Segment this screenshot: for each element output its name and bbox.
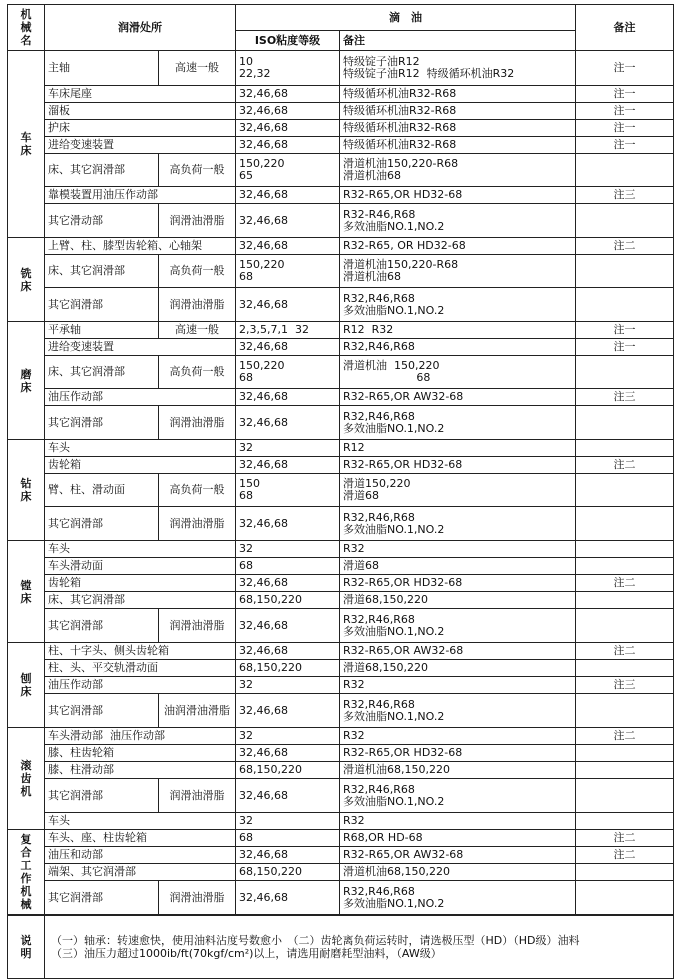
location-part: 靠模装置用油压作动部 xyxy=(45,187,236,204)
iso-grade: 150,220 68 xyxy=(236,255,340,288)
machine-name-cell xyxy=(8,541,45,643)
table-row xyxy=(8,51,674,86)
note-cell xyxy=(576,779,674,813)
note-cell: 注二 xyxy=(576,847,674,864)
iso-grade: 32,46,68 xyxy=(236,694,340,728)
oil-remark: R32,R46,R68 多效油脂NO.1,NO.2 xyxy=(340,507,576,541)
note-cell xyxy=(576,881,674,915)
note-cell: 注二 xyxy=(576,643,674,660)
iso-grade: 32,46,68 xyxy=(236,457,340,474)
iso-grade: 150,220 65 xyxy=(236,154,340,187)
note-cell: 注二 xyxy=(576,457,674,474)
table-row xyxy=(8,728,674,745)
location-condition: 润滑油滑脂 xyxy=(159,609,236,643)
oil-remark: 特级循环机油R32-R68 xyxy=(340,103,576,120)
location-part: 上臂、柱、膝型齿轮箱、心轴架 xyxy=(45,238,236,255)
iso-grade: 32,46,68 xyxy=(236,204,340,238)
note-cell: 注一 xyxy=(576,137,674,154)
note-cell xyxy=(576,558,674,575)
location-part: 臂、柱、滑动面 xyxy=(45,474,159,507)
oil-remark: R32-R65,OR HD32-68 xyxy=(340,187,576,204)
iso-grade: 68,150,220 xyxy=(236,592,340,609)
iso-grade: 150,220 68 xyxy=(236,356,340,389)
location-part: 车头 xyxy=(45,541,236,558)
oil-remark: R32-R65,OR AW32-68 xyxy=(340,389,576,406)
iso-grade: 32,46,68 xyxy=(236,288,340,322)
location-part: 平承轴 xyxy=(45,322,159,339)
note-cell: 注一 xyxy=(576,339,674,356)
header-machine xyxy=(8,5,45,51)
location-part: 床、其它润滑部 xyxy=(45,592,236,609)
oil-remark: 特级锭子油R12 特级锭子油R12 特级循环机油R32 xyxy=(340,51,576,86)
iso-grade: 32,46,68 xyxy=(236,881,340,915)
machine-name: 刨床 xyxy=(20,672,32,698)
oil-remark: 滑道机油68,150,220 xyxy=(340,864,576,881)
table-row xyxy=(8,813,674,830)
machine-name-cell xyxy=(8,440,45,541)
iso-grade: 32,46,68 xyxy=(236,86,340,103)
table-row xyxy=(8,864,674,881)
table-row xyxy=(8,643,674,660)
note-cell: 注三 xyxy=(576,187,674,204)
table-row xyxy=(8,187,674,204)
table-row xyxy=(8,507,674,541)
oil-remark: R68,OR HD-68 xyxy=(340,830,576,847)
location-part: 车头滑动面 xyxy=(45,558,236,575)
table-row xyxy=(8,322,674,339)
location-condition: 高速一般 xyxy=(159,322,236,339)
machine-name: 复合工作机械 xyxy=(20,833,32,911)
note-cell xyxy=(576,592,674,609)
location-condition: 润滑油滑脂 xyxy=(159,288,236,322)
note-cell xyxy=(576,864,674,881)
machine-name-cell xyxy=(8,728,45,830)
iso-grade: 32,46,68 xyxy=(236,137,340,154)
iso-grade: 32,46,68 xyxy=(236,406,340,440)
oil-remark: R32-R65,OR HD32-68 xyxy=(340,457,576,474)
header-remark: 备注 xyxy=(340,31,576,51)
note-cell xyxy=(576,474,674,507)
table-row xyxy=(8,558,674,575)
iso-grade: 68,150,220 xyxy=(236,864,340,881)
machine-name: 滚齿机 xyxy=(20,759,32,798)
location-part: 膝、柱齿轮箱 xyxy=(45,745,236,762)
note-cell: 注二 xyxy=(576,728,674,745)
table-row xyxy=(8,592,674,609)
table-row xyxy=(8,575,674,592)
table-row xyxy=(8,86,674,103)
header-oil: 滴 油 xyxy=(236,5,576,31)
location-condition: 高速一般 xyxy=(159,51,236,86)
oil-remark: R32-R65, OR HD32-68 xyxy=(340,238,576,255)
location-part: 油压作动部 xyxy=(45,677,236,694)
table-row xyxy=(8,440,674,457)
location-part: 齿轮箱 xyxy=(45,457,236,474)
location-condition: 油润滑油滑脂 xyxy=(159,694,236,728)
oil-remark: 滑道68,150,220 xyxy=(340,660,576,677)
location-condition: 高负荷一般 xyxy=(159,356,236,389)
table-row xyxy=(8,745,674,762)
oil-remark: 滑道68 xyxy=(340,558,576,575)
location-part: 端架、其它润滑部 xyxy=(45,864,236,881)
iso-grade: 32,46,68 xyxy=(236,389,340,406)
location-condition: 润滑油滑脂 xyxy=(159,779,236,813)
oil-remark: R32-R65,OR HD32-68 xyxy=(340,745,576,762)
oil-remark: R32 xyxy=(340,677,576,694)
oil-remark: R12 xyxy=(340,440,576,457)
table-row xyxy=(8,660,674,677)
table-row xyxy=(8,103,674,120)
table-row xyxy=(8,154,674,187)
location-condition: 高负荷一般 xyxy=(159,154,236,187)
location-part: 其它润滑部 xyxy=(45,779,159,813)
table-body xyxy=(8,51,674,915)
oil-remark: R32,R46,R68 xyxy=(340,339,576,356)
oil-remark: 特级循环机油R32-R68 xyxy=(340,137,576,154)
location-part: 进给变速装置 xyxy=(45,339,236,356)
table-row xyxy=(8,881,674,915)
table-row xyxy=(8,457,674,474)
note-cell xyxy=(576,204,674,238)
oil-remark: R32 xyxy=(340,728,576,745)
location-condition: 润滑油滑脂 xyxy=(159,406,236,440)
machine-name-cell xyxy=(8,830,45,915)
lubrication-table xyxy=(7,4,674,915)
note-cell: 注二 xyxy=(576,830,674,847)
oil-remark: 滑道68,150,220 xyxy=(340,592,576,609)
machine-name: 车床 xyxy=(20,131,32,157)
oil-remark: 滑道机油 150,220 68 xyxy=(340,356,576,389)
table-row xyxy=(8,694,674,728)
table-row xyxy=(8,137,674,154)
iso-grade: 68,150,220 xyxy=(236,762,340,779)
note-cell xyxy=(576,288,674,322)
location-part: 床、其它润滑部 xyxy=(45,356,159,389)
oil-remark: R32 xyxy=(340,813,576,830)
machine-name-cell xyxy=(8,238,45,322)
oil-remark: R32-R65,OR AW32-68 xyxy=(340,643,576,660)
note-cell xyxy=(576,762,674,779)
table-row xyxy=(8,847,674,864)
note-cell: 注一 xyxy=(576,322,674,339)
iso-grade: 150 68 xyxy=(236,474,340,507)
table-row xyxy=(8,356,674,389)
table-row xyxy=(8,677,674,694)
iso-grade: 68,150,220 xyxy=(236,660,340,677)
header-note: 备注 xyxy=(576,5,674,51)
oil-remark: R12 R32 xyxy=(340,322,576,339)
location-part: 其它润滑部 xyxy=(45,609,159,643)
iso-grade: 32 xyxy=(236,813,340,830)
note-cell xyxy=(576,507,674,541)
note-cell: 注一 xyxy=(576,51,674,86)
location-part: 油压和动部 xyxy=(45,847,236,864)
iso-grade: 32 xyxy=(236,440,340,457)
location-condition: 高负荷一般 xyxy=(159,474,236,507)
location-part: 柱、十字头、侧头齿轮箱 xyxy=(45,643,236,660)
iso-grade: 32,46,68 xyxy=(236,847,340,864)
iso-grade: 32,46,68 xyxy=(236,120,340,137)
iso-grade: 32,46,68 xyxy=(236,643,340,660)
location-part: 车头滑动部 油压作动部 xyxy=(45,728,236,745)
note-cell xyxy=(576,255,674,288)
location-part: 其它润滑部 xyxy=(45,406,159,440)
machine-name-cell xyxy=(8,322,45,440)
iso-grade: 32 xyxy=(236,728,340,745)
location-condition: 润滑油滑脂 xyxy=(159,507,236,541)
location-part: 膝、柱滑动部 xyxy=(45,762,236,779)
note-cell: 注一 xyxy=(576,86,674,103)
table-row xyxy=(8,339,674,356)
footer-text xyxy=(45,916,674,979)
location-part: 车头、座、柱齿轮箱 xyxy=(45,830,236,847)
machine-name-cell xyxy=(8,51,45,238)
location-part: 其它润滑部 xyxy=(45,507,159,541)
iso-grade: 10 22,32 xyxy=(236,51,340,86)
oil-remark: 滑道机油150,220-R68 滑道机油68 xyxy=(340,255,576,288)
oil-remark: R32,R46,R68 多效油脂NO.1,NO.2 xyxy=(340,288,576,322)
iso-grade: 68 xyxy=(236,558,340,575)
table-row xyxy=(8,204,674,238)
footer-label: 说明 xyxy=(20,934,32,960)
oil-remark: 滑道150,220 滑道68 xyxy=(340,474,576,507)
location-part: 车头 xyxy=(45,813,236,830)
lubrication-sheet xyxy=(7,4,673,979)
footer-line-2: （三）油压力超过1000ib/ft(70kgf/cm²)以上，请选用耐磨耗型油料，（AW级） xyxy=(51,947,442,960)
location-part: 车头 xyxy=(45,440,236,457)
iso-grade: 32,46,68 xyxy=(236,779,340,813)
machine-name: 钻床 xyxy=(20,477,32,503)
table-row xyxy=(8,474,674,507)
machine-name-cell xyxy=(8,643,45,728)
location-part: 油压作动部 xyxy=(45,389,236,406)
location-part: 床、其它润滑部 xyxy=(45,255,159,288)
note-cell xyxy=(576,813,674,830)
iso-grade: 32,46,68 xyxy=(236,745,340,762)
machine-name: 磨床 xyxy=(20,367,32,394)
iso-grade: 32,46,68 xyxy=(236,575,340,592)
table-row xyxy=(8,406,674,440)
location-part: 柱、头、平交轨滑动面 xyxy=(45,660,236,677)
oil-remark: 滑道机油150,220-R68 滑道机油68 xyxy=(340,154,576,187)
oil-remark: R32,R46,R68 多效油脂NO.1,NO.2 xyxy=(340,694,576,728)
oil-remark: 特级循环机油R32-R68 xyxy=(340,86,576,103)
location-part: 溜板 xyxy=(45,103,236,120)
iso-grade: 32,46,68 xyxy=(236,609,340,643)
table-row xyxy=(8,288,674,322)
oil-remark: R32 xyxy=(340,541,576,558)
machine-name: 铣床 xyxy=(20,266,32,293)
note-cell xyxy=(576,660,674,677)
iso-grade: 32 xyxy=(236,541,340,558)
location-condition: 高负荷一般 xyxy=(159,255,236,288)
note-cell: 注三 xyxy=(576,677,674,694)
header-iso: ISO粘度等级 xyxy=(236,31,340,51)
oil-remark: R32-R46,R68 多效油脂NO.1,NO.2 xyxy=(340,204,576,238)
iso-grade: 32,46,68 xyxy=(236,187,340,204)
oil-remark: 滑道机油68,150,220 xyxy=(340,762,576,779)
oil-remark: R32,R46,R68 多效油脂NO.1,NO.2 xyxy=(340,406,576,440)
table-row xyxy=(8,389,674,406)
header-location: 润滑处所 xyxy=(45,5,236,51)
iso-grade: 32 xyxy=(236,677,340,694)
table-row xyxy=(8,762,674,779)
note-cell: 注三 xyxy=(576,389,674,406)
footer-line-1: （一）轴承：转速愈快，使用油料沾度号数愈小 （二）齿轮离负荷运转时，请选极压型（HD）（HD级）油料 xyxy=(51,934,580,947)
oil-remark: R32-R65,OR HD32-68 xyxy=(340,575,576,592)
iso-grade: 32,46,68 xyxy=(236,507,340,541)
oil-remark: R32,R46,R68 多效油脂NO.1,NO.2 xyxy=(340,881,576,915)
header-machine-label: 机 械 名 xyxy=(20,8,32,47)
note-cell xyxy=(576,356,674,389)
location-part: 其它滑动部 xyxy=(45,204,159,238)
location-part: 其它润滑部 xyxy=(45,881,159,915)
note-cell xyxy=(576,541,674,558)
location-part: 床、其它润滑部 xyxy=(45,154,159,187)
oil-remark: R32-R65,OR AW32-68 xyxy=(340,847,576,864)
location-part: 其它润滑部 xyxy=(45,694,159,728)
location-part: 其它润滑部 xyxy=(45,288,159,322)
location-part: 车床尾座 xyxy=(45,86,236,103)
note-cell xyxy=(576,440,674,457)
table-row xyxy=(8,120,674,137)
location-condition: 润滑油滑脂 xyxy=(159,881,236,915)
note-cell: 注二 xyxy=(576,575,674,592)
table-row xyxy=(8,255,674,288)
location-part: 齿轮箱 xyxy=(45,575,236,592)
oil-remark: R32,R46,R68 多效油脂NO.1,NO.2 xyxy=(340,609,576,643)
footer-notes xyxy=(7,915,674,979)
iso-grade: 32,46,68 xyxy=(236,103,340,120)
note-cell: 注一 xyxy=(576,120,674,137)
note-cell: 注二 xyxy=(576,238,674,255)
table-row xyxy=(8,609,674,643)
note-cell xyxy=(576,406,674,440)
location-part: 主轴 xyxy=(45,51,159,86)
note-cell xyxy=(576,745,674,762)
location-part: 进给变速装置 xyxy=(45,137,236,154)
table-row xyxy=(8,238,674,255)
iso-grade: 32,46,68 xyxy=(236,238,340,255)
iso-grade: 32,46,68 xyxy=(236,339,340,356)
iso-grade: 2,3,5,7,1 32 xyxy=(236,322,340,339)
oil-remark: R32,R46,R68 多效油脂NO.1,NO.2 xyxy=(340,779,576,813)
note-cell xyxy=(576,694,674,728)
note-cell xyxy=(576,154,674,187)
note-cell: 注一 xyxy=(576,103,674,120)
location-part: 护床 xyxy=(45,120,236,137)
machine-name: 镗床 xyxy=(20,578,32,605)
oil-remark: 特级循环机油R32-R68 xyxy=(340,120,576,137)
table-row xyxy=(8,830,674,847)
footer-label-cell xyxy=(8,916,45,979)
iso-grade: 68 xyxy=(236,830,340,847)
table-row xyxy=(8,541,674,558)
table-row xyxy=(8,779,674,813)
note-cell xyxy=(576,609,674,643)
location-condition: 润滑油滑脂 xyxy=(159,204,236,238)
